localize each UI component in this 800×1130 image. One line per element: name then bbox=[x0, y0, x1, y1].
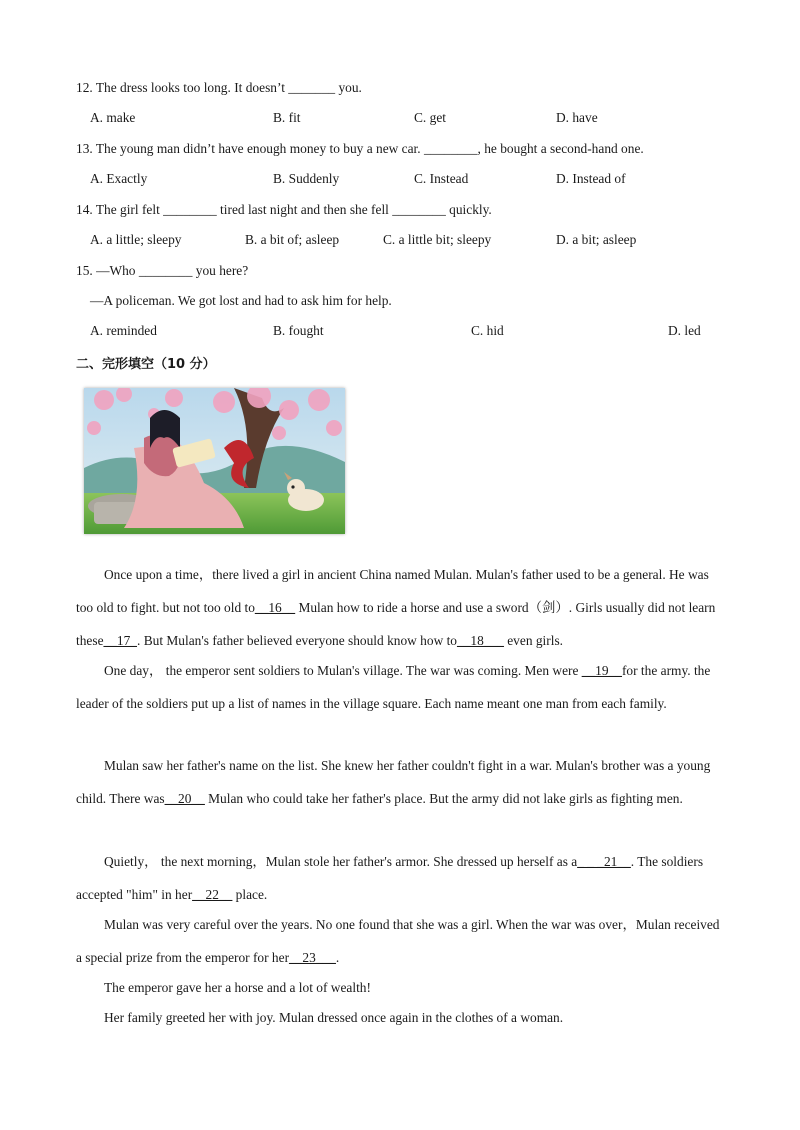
blank-17[interactable]: __17_ bbox=[103, 633, 137, 648]
option-c[interactable]: C. hid bbox=[471, 323, 504, 338]
option-c[interactable]: C. a little bit; sleepy bbox=[383, 232, 492, 247]
mulan-illustration bbox=[84, 388, 345, 534]
option-d[interactable]: D. led bbox=[668, 323, 701, 338]
option-c[interactable]: C. get bbox=[414, 110, 446, 125]
paragraph-text: Mulan was very careful over the years. No one found that she was a girl. When the war was over，Mulan received a special prize from the emperor for her bbox=[76, 917, 720, 965]
paragraph-text: Mulan saw her father's name on the list. She knew her father couldn't fight in a war. Mulan's brother was a young child. There was bbox=[76, 758, 711, 806]
option-b[interactable]: B. fit bbox=[273, 110, 301, 125]
question-15-options bbox=[90, 323, 730, 341]
question-15-reply: —A policeman. We got lost and had to ask him for help. bbox=[90, 293, 392, 308]
paragraph-text: for the army. the leader of the soldiers put up a list of names in the village square. Each name meant one man from each family. bbox=[76, 663, 711, 711]
question-12-options bbox=[90, 110, 730, 128]
option-a[interactable]: A. reminded bbox=[90, 323, 157, 338]
paragraph-text: Once upon a time，there lived a girl in ancient China named Mulan. Mulan's father used to be a general. He was too old to fight. but not too old to bbox=[76, 567, 709, 615]
blank-23[interactable]: __23___ bbox=[289, 950, 336, 965]
option-a[interactable]: A. a little; sleepy bbox=[90, 232, 182, 247]
passage-paragraph-6: The emperor gave her a horse and a lot of wealth! bbox=[104, 980, 371, 995]
passage-paragraph-2 bbox=[76, 654, 726, 720]
paragraph-text: Mulan who could take her father's place. But the army did not lake girls as fighting men. bbox=[204, 791, 683, 806]
paragraph-text: Mulan how to ride a horse and use a sword（剑）. Girls usually did not learn these bbox=[76, 600, 716, 648]
option-a[interactable]: A. Exactly bbox=[90, 171, 148, 186]
option-d[interactable]: D. a bit; asleep bbox=[556, 232, 637, 247]
section-title-cloze: 二、完形填空（10 分） bbox=[76, 357, 216, 372]
question-13-stem: 13. The young man didn’t have enough money to buy a new car. ________, he bought a second-hand one. bbox=[76, 141, 644, 156]
passage-paragraph-5 bbox=[76, 908, 726, 974]
paragraph-text: . But Mulan's father believed everyone should know how to bbox=[137, 633, 458, 648]
question-13-options bbox=[90, 171, 730, 189]
paragraph-text: Quietly， the next morning，Mulan stole her father's armor. She dressed up herself as a bbox=[104, 854, 578, 869]
question-14-options bbox=[90, 232, 730, 250]
blank-16[interactable]: __16__ bbox=[254, 600, 296, 615]
paragraph-text: One day， the emperor sent soldiers to Mulan's village. The war was coming. Men were bbox=[104, 663, 582, 678]
option-b[interactable]: B. Suddenly bbox=[273, 171, 340, 186]
blank-22[interactable]: __22__ bbox=[192, 887, 233, 902]
question-14-stem: 14. The girl felt ________ tired last night and then she fell ________ quickly. bbox=[76, 202, 492, 217]
passage-paragraph-1 bbox=[76, 558, 726, 657]
passage-paragraph-3 bbox=[76, 749, 726, 815]
option-d[interactable]: D. Instead of bbox=[556, 171, 626, 186]
paragraph-text: even girls. bbox=[503, 633, 564, 648]
option-b[interactable]: B. a bit of; asleep bbox=[245, 232, 340, 247]
paragraph-text: place. bbox=[232, 887, 268, 902]
blank-20[interactable]: __20__ bbox=[164, 791, 205, 806]
blank-18[interactable]: __18___ bbox=[457, 633, 504, 648]
blank-21[interactable]: _ _ _21__ bbox=[577, 854, 631, 869]
option-b[interactable]: B. fought bbox=[273, 323, 324, 338]
question-12-stem: 12. The dress looks too long. It doesn’t _______ you. bbox=[76, 80, 362, 95]
passage-paragraph-7: Her family greeted her with joy. Mulan dressed once again in the clothes of a woman. bbox=[104, 1010, 564, 1025]
paragraph-text: . bbox=[335, 950, 340, 965]
option-c[interactable]: C. Instead bbox=[414, 171, 469, 186]
blank-19[interactable]: __19__ bbox=[581, 663, 622, 678]
question-15-stem: 15. —Who ________ you here? bbox=[76, 263, 249, 278]
paragraph-text: . The soldiers accepted "him" in her bbox=[76, 854, 704, 902]
passage-paragraph-4 bbox=[76, 845, 726, 911]
option-a[interactable]: A. make bbox=[90, 110, 136, 125]
option-d[interactable]: D. have bbox=[556, 110, 598, 125]
